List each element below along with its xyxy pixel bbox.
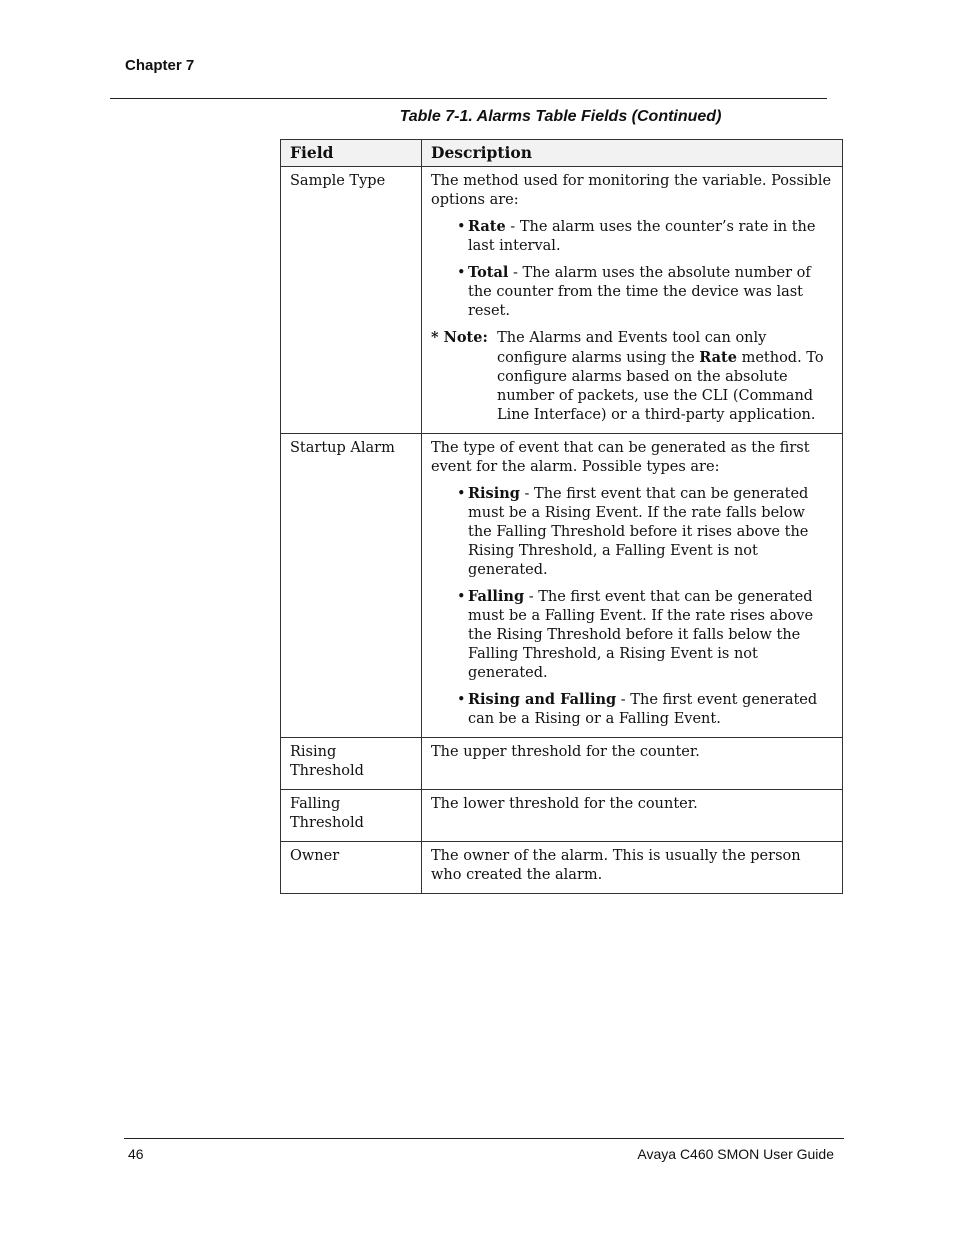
description-cell [422,842,843,894]
field-cell: Sample Type [281,167,422,434]
table-row [281,790,843,842]
table-row [281,738,843,790]
list-item [431,587,833,683]
table-caption: Table 7-1. Alarms Table Fields (Continued) [399,108,722,125]
field-cell: Startup Alarm [281,434,422,738]
list-item [431,484,833,580]
field-cell: Rising Threshold [281,738,422,790]
note-text: method. To configure alarms based on the absolute number of packets, use the CLI (Command Line Interface) or a third-party application. [497,350,824,423]
alarms-table [280,139,843,894]
options-list [431,484,833,729]
note-label: * Note: [431,329,488,346]
option-text: - The first event that can be generated must be a Falling Event. If the rate rises above the Rising Threshold before it falls below the Falling Threshold, a Rising Event is not generated. [468,589,814,681]
note-text: The Alarms and Events tool can only configure alarms using the [497,330,767,366]
field-column-header: Field [281,140,422,167]
guide-title: Avaya C460 SMON User Guide [637,1146,834,1162]
option-term: Rate [468,218,506,235]
list-item [431,263,833,321]
field-cell: Falling Threshold [281,790,422,842]
description-intro: The type of event that can be generated as the first event for the alarm. Possible types are: [431,440,810,475]
description-intro: The lower threshold for the counter. [431,796,698,812]
table-row [281,842,843,894]
description-column-header: Description [422,140,843,167]
option-text: - The first event generated can be a Rising or a Falling Event. [468,692,818,727]
table-row [281,167,843,434]
page-number: 46 [128,1146,144,1162]
note-term: Rate [699,349,737,366]
note [431,328,833,425]
option-text: - The alarm uses the absolute number of the counter from the time the device was last reset. [468,265,811,319]
footer-rule [124,1138,844,1139]
description-intro: The method used for monitoring the variable. Possible options are: [431,173,832,208]
option-text: - The alarm uses the counter’s rate in the last interval. [468,219,816,254]
list-item [431,217,833,256]
chapter-label: Chapter 7 [125,57,195,74]
description-intro: The upper threshold for the counter. [431,744,700,760]
option-term: Rising and Falling [468,691,617,708]
option-text: - The first event that can be generated must be a Rising Event. If the rate falls below the Falling Threshold before it rises above the Rising Threshold, a Falling Event is not generated. [468,486,809,578]
header-rule [110,98,827,99]
table-row [281,434,843,738]
options-list [431,217,833,321]
option-term: Falling [468,588,525,605]
description-cell [422,434,843,738]
description-cell [422,167,843,434]
option-term: Total [468,264,509,281]
description-cell [422,738,843,790]
option-term: Rising [468,485,520,502]
description-intro: The owner of the alarm. This is usually the person who created the alarm. [431,848,801,883]
field-cell: Owner [281,842,422,894]
list-item [431,690,833,729]
description-cell [422,790,843,842]
table-header-row [281,140,843,167]
